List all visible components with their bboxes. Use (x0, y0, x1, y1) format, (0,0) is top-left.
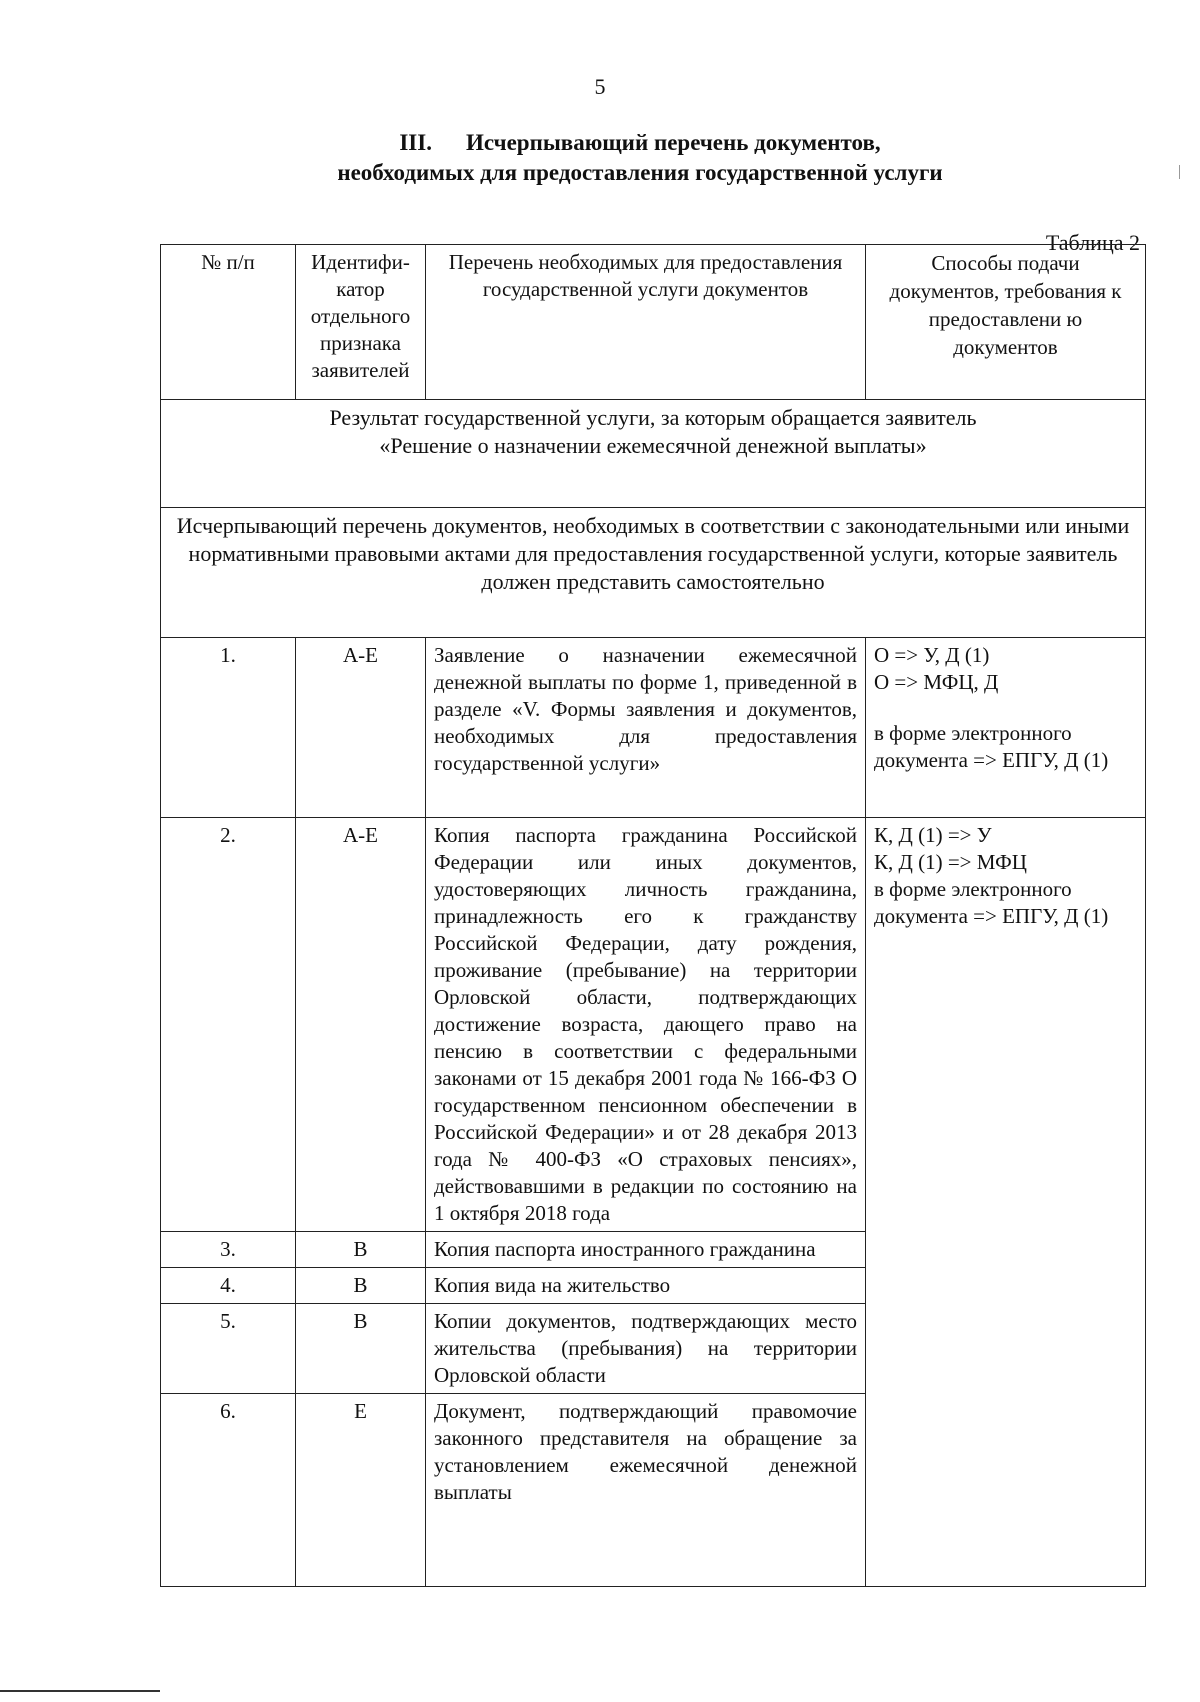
row-methods (866, 638, 1146, 818)
method-line: О => МФЦ, Д (874, 670, 999, 694)
row-doc: Документ, подтверждающий правомочие законного представителя на обращение за установлением ежемесячной денежной выплаты (426, 1394, 866, 1587)
row-ident: А-Е (296, 818, 426, 1232)
row-ident: В (296, 1268, 426, 1304)
method-line: О => У, Д (1) (874, 643, 990, 667)
table-header-row (161, 245, 1146, 400)
method-line (874, 696, 1137, 720)
method-line: в форме электронного документа => ЕПГУ, Д (1) (874, 877, 1109, 928)
row-num: 1. (161, 638, 296, 818)
result-line1: Результат государственной услуги, за которым обращается заявитель (329, 405, 977, 430)
row-num: 5. (161, 1304, 296, 1394)
row-doc: Копия паспорта иностранного гражданина (426, 1232, 866, 1268)
row-methods (866, 818, 1146, 1587)
table-row (161, 638, 1146, 818)
row-num: 4. (161, 1268, 296, 1304)
page-number: 5 (594, 74, 606, 99)
section-heading-line1 (250, 128, 1030, 158)
table-label: Таблица 2 (1045, 230, 1140, 255)
scan-edge-mark (1179, 165, 1180, 179)
section-title-line2: необходимых для предоставления государственной услуги (337, 160, 943, 185)
row-doc: Копии документов, подтверждающих место жительства (пребывания) на территории Орловской области (426, 1304, 866, 1394)
method-line: в форме электронного документа => ЕПГУ, Д (1) (874, 721, 1109, 772)
header-docs: Перечень необходимых для предоставления государственной услуги документов (426, 245, 866, 400)
exhaustive-row (161, 508, 1146, 638)
row-ident: В (296, 1304, 426, 1394)
header-num: № п/п (161, 245, 296, 400)
documents-table (160, 244, 1146, 1587)
row-doc: Копия вида на жительство (426, 1268, 866, 1304)
method-line: К, Д (1) => МФЦ (874, 850, 1027, 874)
result-row (161, 400, 1146, 508)
result-cell (161, 400, 1146, 508)
header-ident: Идентифи-катор отдельного признака заявителей (296, 245, 426, 400)
row-doc: Заявление о назначении ежемесячной денежной выплаты по форме 1, приведенной в разделе «V. Формы заявления и документов, необходимых для предоставления государственной услуги» (426, 638, 866, 818)
result-line2: «Решение о назначении ежемесячной денежной выплаты» (379, 433, 927, 458)
header-methods: Способы подачи документов, требования к предоставлени ю документов (866, 245, 1146, 400)
section-title-line1: Исчерпывающий перечень документов, (465, 130, 881, 155)
section-number: III. (399, 130, 432, 155)
row-num: 3. (161, 1232, 296, 1268)
row-ident: Е (296, 1394, 426, 1587)
row-ident: А-Е (296, 638, 426, 818)
exhaustive-cell: Исчерпывающий перечень документов, необходимых в соответствии с законодательными или иными нормативными правовыми актами для предоставления государственной услуги, которые заявитель должен представить самостоятельно (161, 508, 1146, 638)
row-num: 6. (161, 1394, 296, 1587)
row-num: 2. (161, 818, 296, 1232)
row-ident: В (296, 1232, 426, 1268)
table-row (161, 818, 1146, 1232)
section-heading (250, 128, 1030, 188)
method-line: К, Д (1) => У (874, 823, 992, 847)
row-doc: Копия паспорта гражданина Российской Федерации или иных документов, удостоверяющих личность гражданина, принадлежность его к гражданству Российской Федерации, дату рождения, проживание (пребывание) на территории Орловской области, подтверждающих достижение возраста, дающего право на пенсию в соответствии с федеральными законами от 15 декабря 2001 года № 166-ФЗ О государственном пенсионном обеспечении в Российской Федерации» и от 28 декабря 2013 года № 400-ФЗ «О страховых пенсиях», действовавшими в редакции по состоянию на 1 октября 2018 года (426, 818, 866, 1232)
scan-edge-line (0, 1690, 160, 1692)
